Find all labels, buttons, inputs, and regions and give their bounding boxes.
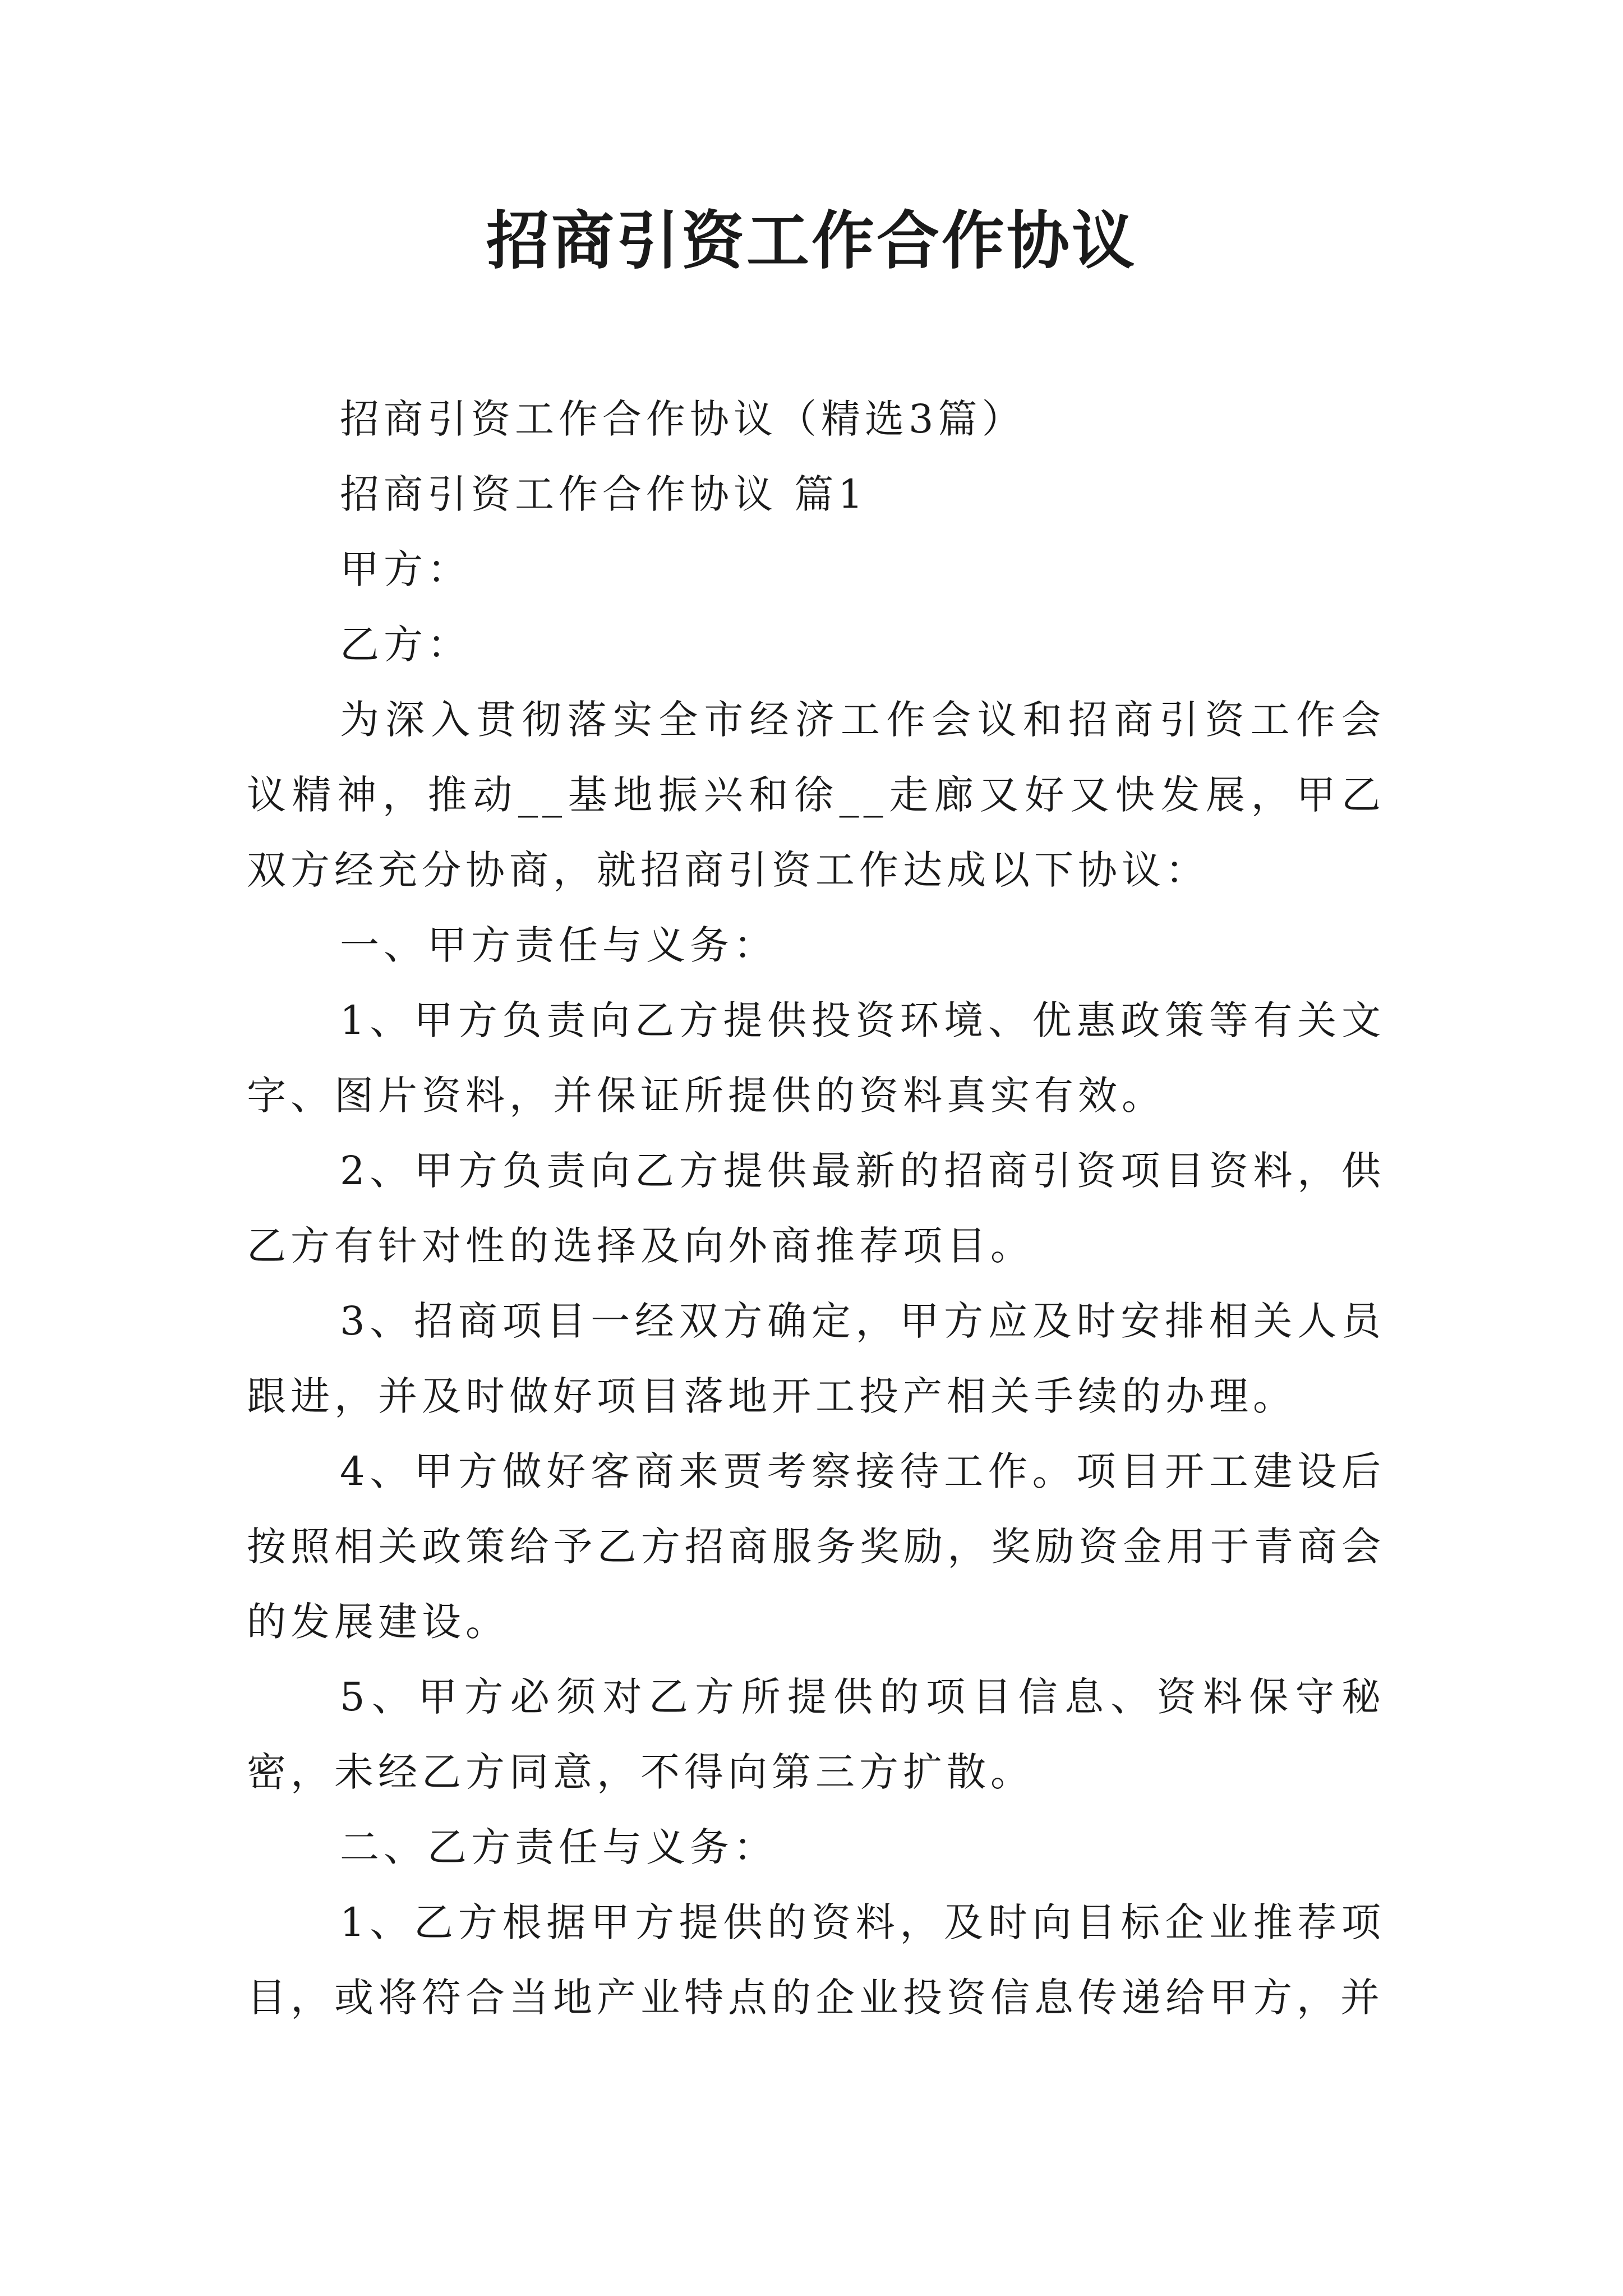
paragraph-heading-party-a-duties: 一、甲方责任与义务：: [340, 922, 777, 968]
paragraph-party-a: 甲方：: [340, 546, 471, 592]
paragraph-section-heading: 招商引资工作合作协议 篇1: [340, 471, 868, 517]
paragraph-clause: 3、招商项目一经双方确定，甲方应及时安排相关人员跟进，并及时做好项目落地开工投产相关手续的办理。: [247, 1298, 1385, 1419]
paragraph-party-b: 乙方：: [340, 622, 471, 668]
document-body: [247, 381, 1385, 2035]
paragraph-preamble: 为深入贯彻落实全市经济工作会议和招商引资工作会议精神，推动__基地振兴和徐__走廊又好又快发展，甲乙双方经充分协商，就招商引资工作达成以下协议：: [247, 697, 1385, 893]
paragraph-heading-party-b-duties: 二、乙方责任与义务：: [340, 1824, 777, 1870]
document-title: 招商引资工作合作协议: [486, 204, 1137, 278]
paragraph-clause: 1、乙方根据甲方提供的资料，及时向目标企业推荐项目，或将符合当地产业特点的企业投资信息传递给甲方，并: [247, 1899, 1385, 2021]
paragraph-clause: 1、甲方负责向乙方提供投资环境、优惠政策等有关文字、图片资料，并保证所提供的资料真实有效。: [247, 997, 1385, 1119]
paragraph-clause: 5、甲方必须对乙方所提供的项目信息、资料保守秘密，未经乙方同意，不得向第三方扩散。: [247, 1674, 1385, 1795]
paragraph-subtitle: 招商引资工作合作协议（精选3篇）: [340, 396, 1026, 442]
paragraph-clause: 4、甲方做好客商来贾考察接待工作。项目开工建设后按照相关政策给予乙方招商服务奖励，奖励资金用于青商会的发展建设。: [247, 1448, 1385, 1645]
paragraph-clause: 2、甲方负责向乙方提供最新的招商引资项目资料，供乙方有针对性的选择及向外商推荐项目。: [247, 1148, 1385, 1269]
